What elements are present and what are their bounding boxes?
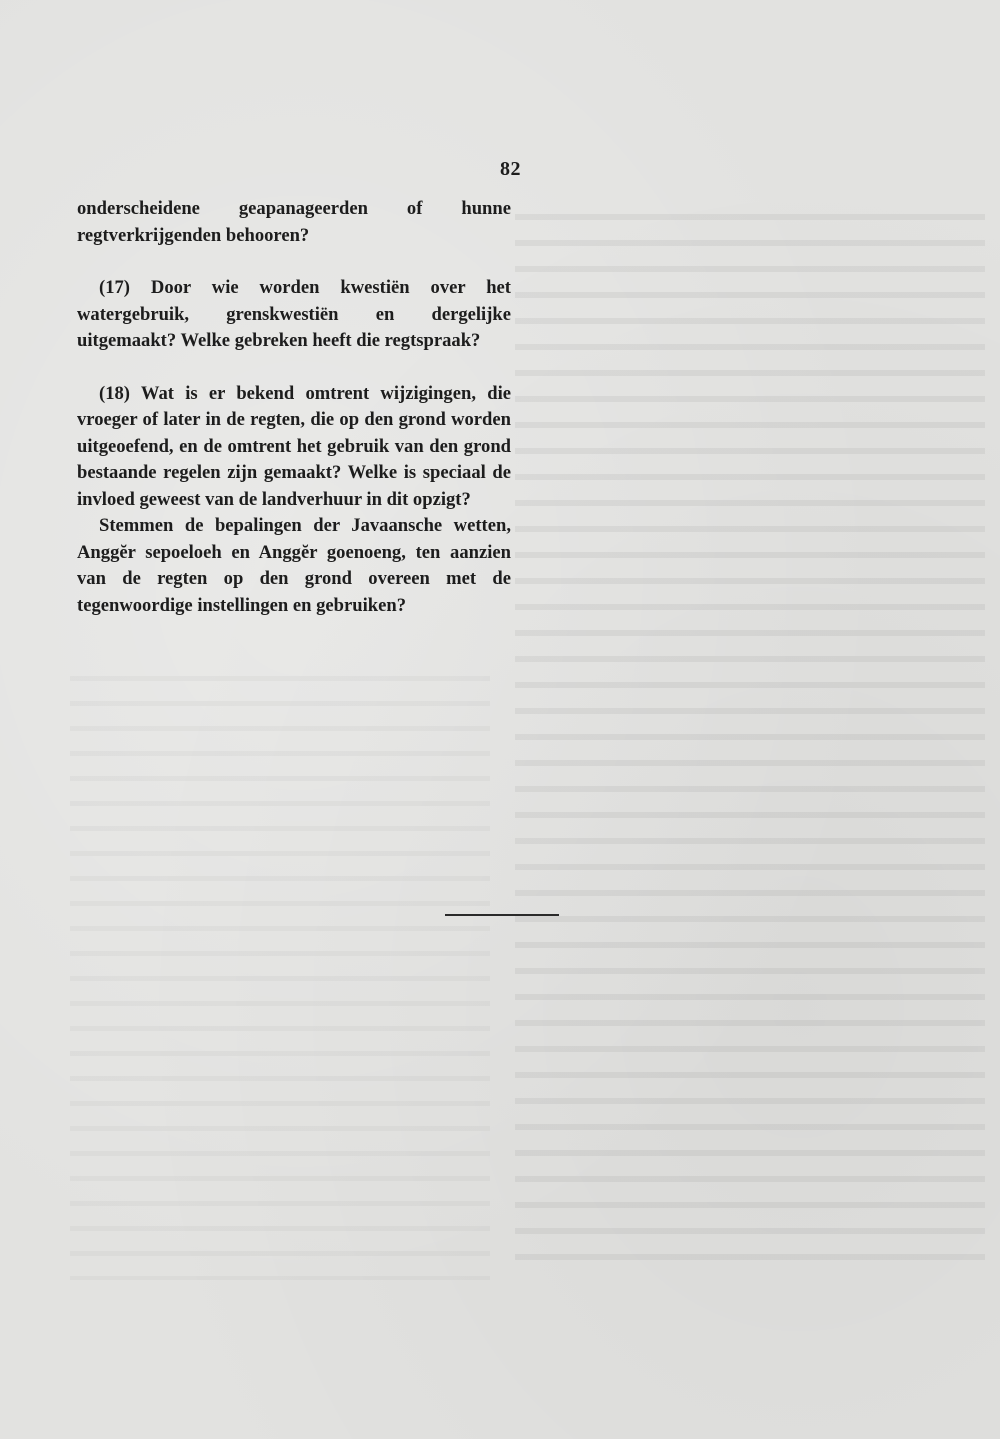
show-through-text-left <box>70 660 490 1280</box>
show-through-text <box>515 200 985 1260</box>
paragraph-question-18: (18) Wat is er bekend omtrent wijzigingen, die vroeger of later in de regten, die op den grond worden uitgeoefend, en de omtrent het gebruik van den grond bestaande regelen zijn gemaakt? Welke is speciaal de invloed geweest van de landverhuur in dit opzigt? <box>77 382 511 510</box>
paragraph-question-17: (17) Door wie worden kwestiën over het watergebruik, grenskwestiën en dergelijke uitgemaakt? Welke gebreken heeft die regtspraak? <box>77 277 511 351</box>
page-number: 82 <box>500 158 521 180</box>
body-text <box>77 196 511 619</box>
section-divider <box>445 914 559 916</box>
paragraph-question-18-continued: Stemmen de bepalingen der Javaansche wetten, Anggĕr sepoeloeh en Anggĕr goenoeng, ten aanzien van de regten op den grond overeen met de tegenwoordige instellingen en gebruiken? <box>77 515 511 616</box>
paragraph-continuation: onderscheidene geapanageerden of hunne regtverkrijgenden behooren? <box>77 198 511 246</box>
